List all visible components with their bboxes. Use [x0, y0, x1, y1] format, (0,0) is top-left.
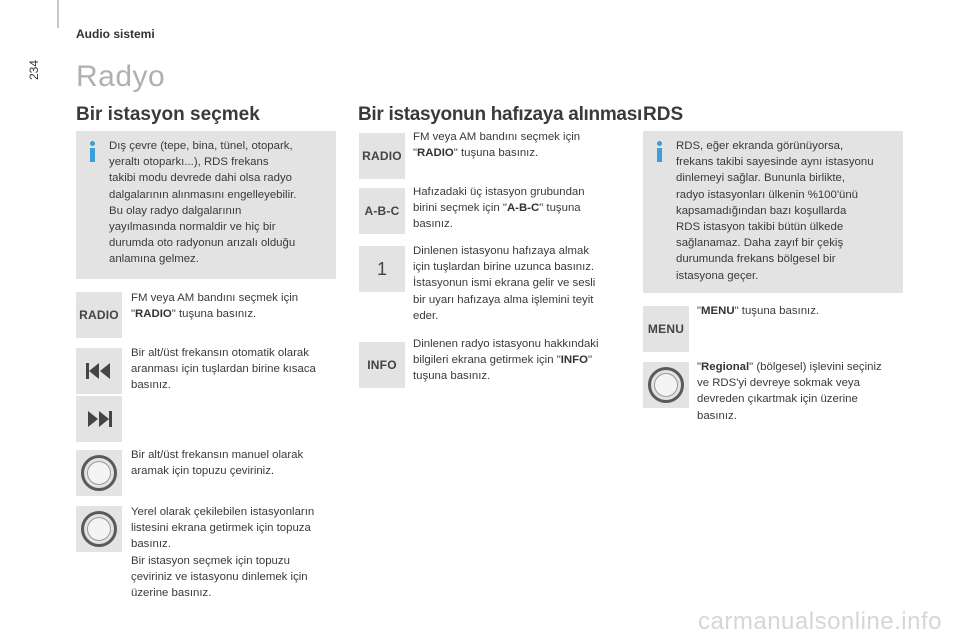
info-description: Dinlenen radyo istasyonu hakkındaki bilgileri ekrana getirmek için "INFO" tuşuna basınız.	[413, 338, 599, 383]
menu-button[interactable]	[643, 306, 689, 352]
knob-icon	[81, 455, 117, 491]
info-button[interactable]	[359, 342, 405, 388]
menu-button-label: MENU	[647, 322, 685, 336]
middle-column-heading: Bir istasyonun hafızaya alınması	[358, 104, 642, 125]
radio-button-memory[interactable]	[359, 133, 405, 179]
knob-press-description: Yerel olarak çekilebilen istasyonların listesini ekrana getirmek için topuza basınız. Bir istasyon seçmek için topuzu çeviriniz ve istasyonu dinlemek için üzerine basınız.	[131, 506, 315, 600]
info-note-reception	[76, 131, 336, 279]
left-column-heading: Bir istasyon seçmek	[76, 104, 260, 125]
right-column-heading: RDS	[643, 104, 684, 125]
radio-button-label: RADIO	[79, 308, 119, 322]
info-button-label: INFO	[367, 358, 397, 372]
radio-description: FM veya AM bandını seçmek için "RADIO" tuşuna basınız.	[131, 292, 299, 321]
preset-button-1[interactable]	[359, 246, 405, 292]
section-label: Audio sistemi	[76, 27, 155, 41]
radio-button-label: RADIO	[362, 149, 402, 163]
tuning-knob-turn[interactable]	[76, 450, 122, 496]
info-note-rds	[643, 131, 903, 293]
knob-turn-description: Bir alt/üst frekansın manuel olarak aramak için topuzu çeviriniz.	[131, 449, 304, 478]
info-icon	[655, 141, 665, 163]
seek-back-button[interactable]	[76, 348, 122, 394]
skip-forward-icon	[85, 409, 113, 429]
knob-icon	[648, 367, 684, 403]
page-title: Radyo	[76, 60, 166, 93]
abc-description: Hafızadaki üç istasyon grubundan birini seçmek için "A-B-C" tuşuna basınız.	[413, 186, 585, 231]
abc-button[interactable]	[359, 188, 405, 234]
tuning-knob-press[interactable]	[76, 506, 122, 552]
info-icon	[88, 141, 98, 163]
margin-rule	[57, 0, 59, 28]
skip-back-icon	[85, 361, 113, 381]
watermark: carmanualsonline.info	[698, 608, 942, 635]
radio-button[interactable]	[76, 292, 122, 338]
info-note-text: Dış çevre (tepe, bina, tünel, otopark, yeraltı otoparkı...), RDS frekans takibi modu devrede dahi olsa radyo dalgalarının alınmasını engelleyebilir. Bu olay radyo dalgalarının yayılmasında normaldir ve hiç bir durumda oto radyonun arızalı olduğu anlamına gelmez.	[109, 140, 297, 266]
page-number: 234	[27, 59, 41, 80]
preset-description: Dinlenen istasyonu hafızaya almak için tuşlardan birine uzunca basınız. İstasyonun ismi ekrana gelir ve sesli bir uyarı hafızaya alma işlemini teyit eder.	[413, 245, 596, 322]
menu-description: "MENU" tuşuna basınız.	[697, 305, 820, 317]
seek-forward-button[interactable]	[76, 396, 122, 442]
seek-description: Bir alt/üst frekansın otomatik olarak aranması için tuşlardan birine kısaca basınız.	[131, 347, 316, 392]
knob-icon	[81, 511, 117, 547]
regional-description: "Regional" (bölgesel) işlevini seçiniz ve RDS'yi devreye sokmak veya devreden çıkartmak için üzerine basınız.	[697, 361, 882, 422]
rds-note-text: RDS, eğer ekranda görünüyorsa, frekans takibi sayesinde aynı istasyonu dinlemeyi sağlar. Bununla birlikte, radyo istasyonları ülkenin %100'ünü kapsamadığından bazı koşullarda RDS istasyon takibi bütün ülkede sağlanamaz. Daha zayıf bir çekiş durumunda frekans bölgesel bir istasyona geçer.	[676, 140, 874, 282]
selection-knob[interactable]	[643, 362, 689, 408]
radio-memory-description: FM veya AM bandını seçmek için "RADIO" tuşuna basınız.	[413, 131, 581, 160]
preset-number-label: 1	[376, 258, 387, 279]
abc-button-label: A-B-C	[364, 204, 400, 218]
